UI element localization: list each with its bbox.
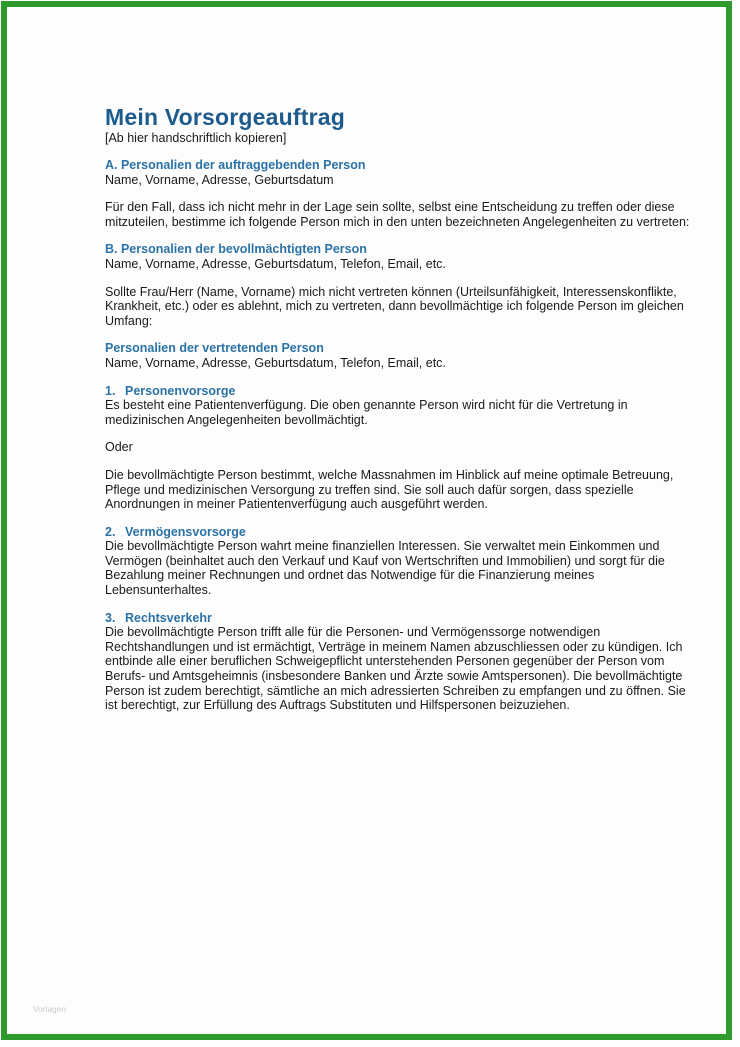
representative-fields-line: Name, Vorname, Adresse, Geburtsdatum, Telefon, Email, etc. [105,355,446,370]
section-2-number: 2. [105,524,116,539]
section-1-heading [105,384,691,399]
section-3-label: Rechtsverkehr [125,610,212,625]
section-1-number: 1. [105,383,116,398]
section-3-number: 3. [105,610,116,625]
section-a-heading: A. Personalien der auftraggebenden Person [105,158,366,172]
section-1-connector: Oder [105,440,133,455]
fallback-paragraph: Sollte Frau/Herr (Name, Vorname) mich nicht vertreten können (Urteilsunfähigkeit, Interessenskonflikte, Krankheit, etc.) oder es ablehnt, mich zu vertreten, dann bevollmächtige ich folgende Person im gleichen Umfang: [105,284,684,328]
intro-paragraph: Für den Fall, dass ich nicht mehr in der Lage sein sollte, selbst eine Entscheidung zu treffen oder diese mitzuteilen, bestimme ich folgende Person mich in den unten bezeichneten Angelegenheiten zu vertreten: [105,200,690,229]
section-2-heading [105,525,691,540]
section-2-paragraph-1: Die bevollmächtigte Person wahrt meine finanziellen Interessen. Sie verwaltet mein Einkommen und Vermögen (beinhaltet auch den Verkauf und Kauf von Wertschriften und Immobilien) und sorgt für die Bezahlung meiner Rechnungen und ordnet das Notwendige für die Finanzierung meines Lebensunterhaltes. [105,539,665,598]
section-3-heading [105,611,691,626]
section-1-paragraph-1: Es besteht eine Patientenverfügung. Die oben genannte Person wird nicht für die Vertretung in medizinischen Angelegenheiten bevollmächtigt. [105,398,628,427]
section-b-fields-line: Name, Vorname, Adresse, Geburtsdatum, Telefon, Email, etc. [105,256,446,271]
section-a-fields-line: Name, Vorname, Adresse, Geburtsdatum [105,172,334,187]
watermark-label: Vorlagen [33,1005,67,1014]
page-title: Mein Vorsorgeauftrag [105,104,345,130]
section-1-label: Personenvorsorge [125,383,236,398]
document-body [105,104,691,713]
section-2-label: Vermögensvorsorge [125,524,246,539]
section-1-paragraph-2: Die bevollmächtigte Person bestimmt, welche Massnahmen im Hinblick auf meine optimale Betreuung, Pflege und medizinischen Versorgung zu treffen sind. Sie soll auch dafür sorgen, dass spezielle Anordnungen in meiner Patientenverfügung auch ausgeführt werden. [105,467,674,512]
section-3-paragraph-1: Die bevollmächtigte Person trifft alle für die Personen- und Vermögenssorge notwendigen Rechtshandlungen und ist ermächtigt, Verträge in meinem Namen abzuschliessen oder zu kündigen. Ich entbinde alle einer beruflichen Schweigepflicht unterstehenden Personen gegenüber der Person vom Berufs- und Amtsgeheimnis (insbesondere Banken und Ärzte sowie Amtspersonen). Die bevollmächtigte Person ist zudem berechtigt, sämtliche an mich adressierten Schreiben zu empfangen und zu öffnen. Sie ist berechtigt, zur Erfüllung des Auftrags Substituten und Hilfspersonen beizuziehen. [105,625,686,713]
section-b-heading: B. Personalien der bevollmächtigten Person [105,242,367,257]
handwriting-instruction: [Ab hier handschriftlich kopieren] [105,131,287,145]
representative-heading: Personalien der vertretenden Person [105,341,324,356]
